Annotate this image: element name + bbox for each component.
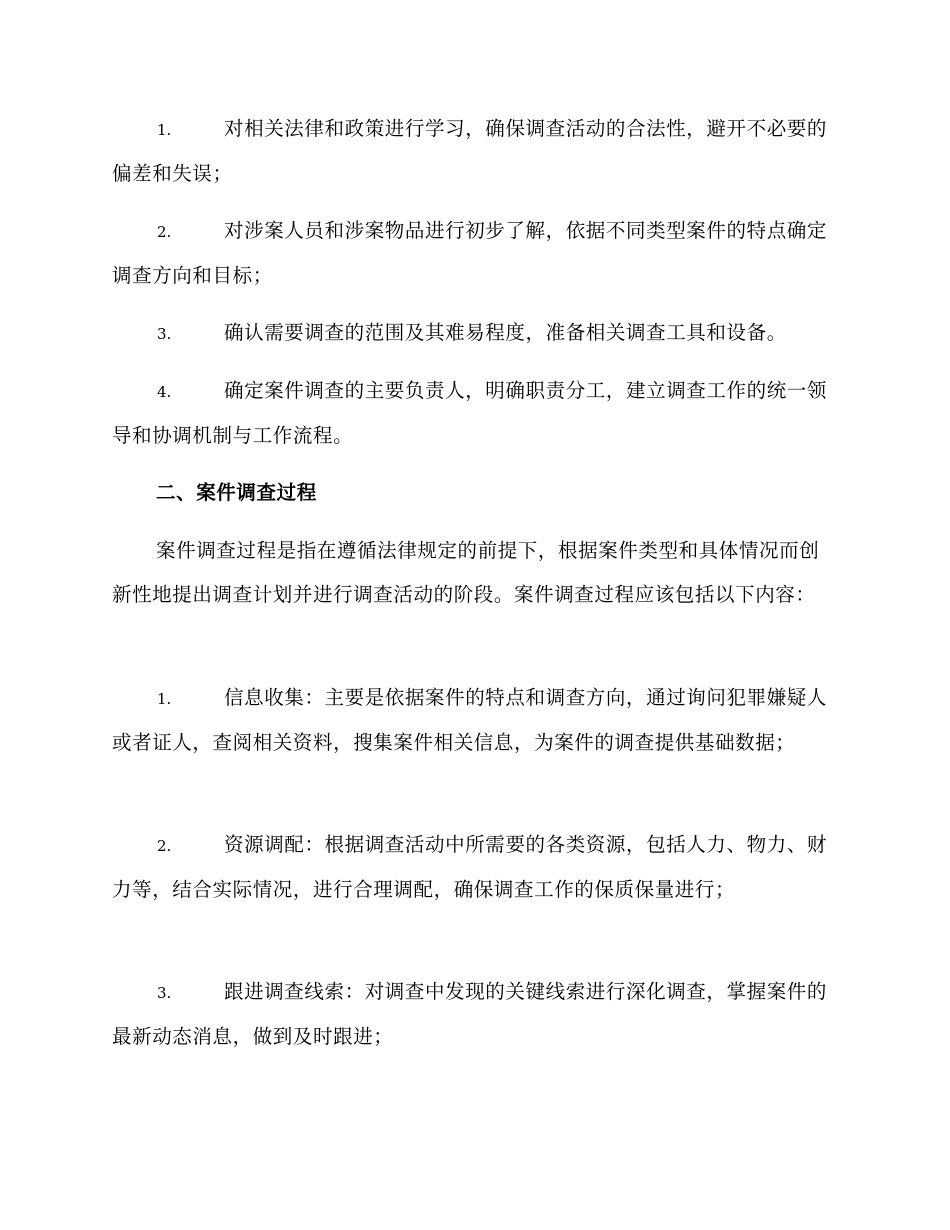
list-number: 2. (157, 837, 172, 855)
section-intro-paragraph: 案件调查过程是指在遵循法律规定的前提下，根据案件类型和具体情况而创新性地提出调查计划并进行调查活动的阶段。案件调查过程应该包括以下内容： (112, 539, 820, 606)
list-number: 3. (157, 325, 172, 343)
list-number: 1. (157, 121, 172, 139)
list-item-text: 对涉案人员和涉案物品进行初步了解，依据不同类型案件的特点确定调查方向和目标； (112, 219, 828, 287)
list-item (112, 209, 834, 298)
list-number: 4. (157, 383, 172, 401)
section-heading: 二、案件调查过程 (156, 481, 317, 504)
list-item (112, 369, 834, 458)
list-item (112, 311, 834, 356)
list-item (112, 823, 834, 912)
list-number: 1. (157, 690, 172, 708)
list-item-text: 资源调配：根据调查活动中所需要的各类资源，包括人力、物力、财力等，结合实际情况，进行合理调配，确保调查工作的保质保量进行； (112, 833, 828, 901)
list-item-text: 确认需要调查的范围及其难易程度，准备相关调查工具和设备。 (224, 321, 787, 344)
list-number: 2. (157, 223, 172, 241)
list-item-text: 跟进调查线索：对调查中发现的关键线索进行深化调查，掌握案件的最新动态消息，做到及时跟进； (112, 980, 828, 1048)
list-item (112, 676, 834, 765)
list-item-text: 信息收集：主要是依据案件的特点和调查方向，通过询问犯罪嫌疑人或者证人，查阅相关资料，搜集案件相关信息，为案件的调查提供基础数据； (112, 686, 828, 754)
list-item-text: 对相关法律和政策进行学习，确保调查活动的合法性，避开不必要的偏差和失误； (112, 117, 828, 185)
list-item (112, 970, 834, 1059)
list-number: 3. (157, 984, 172, 1002)
list-item-text: 确定案件调查的主要负责人，明确职责分工，建立调查工作的统一领导和协调机制与工作流程。 (112, 379, 828, 447)
list-item (112, 107, 834, 196)
